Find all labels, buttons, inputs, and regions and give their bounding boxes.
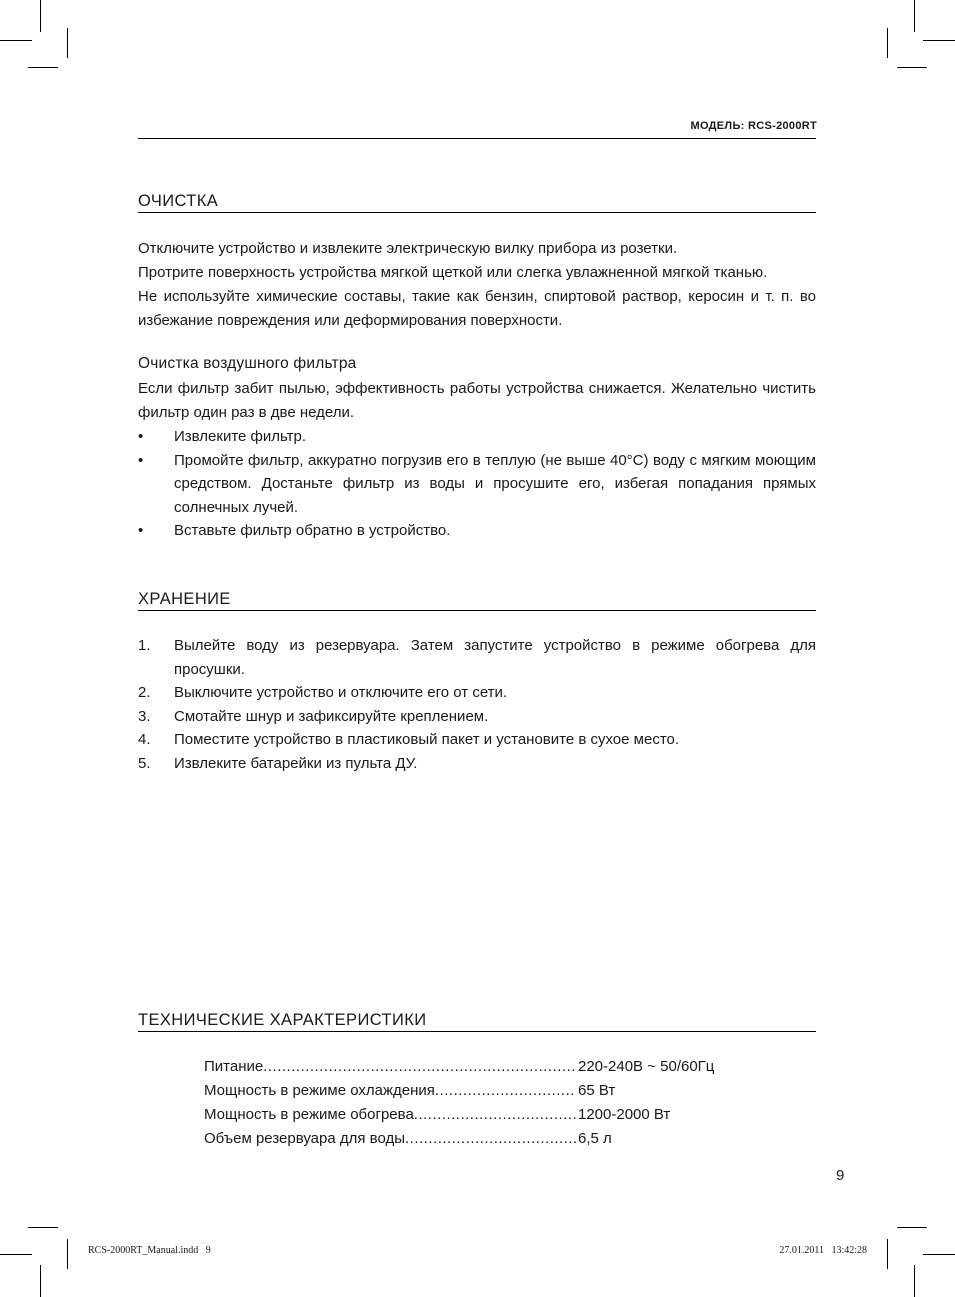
list-item: • Извлеките фильтр. bbox=[138, 425, 816, 449]
crop-mark bbox=[40, 0, 41, 32]
cleaning-paragraph: Протрите поверхность устройства мягкой щеткой или слегка увлажненной мягкой тканью. bbox=[138, 264, 768, 281]
header-rule bbox=[138, 138, 816, 139]
crop-mark bbox=[923, 1254, 955, 1255]
crop-mark bbox=[923, 40, 955, 41]
specs-table bbox=[204, 1055, 724, 1151]
list-item: 1. Вылейте воду из резервуара. Затем запустите устройство в режиме обогрева для просушки. bbox=[138, 637, 816, 678]
bullet: • bbox=[138, 522, 144, 539]
spec-row: Объем резервуара для воды ..... 6,5 л bbox=[204, 1127, 724, 1151]
spec-row: Мощность в режиме обогрева ..... 1200-2000 Вт bbox=[204, 1103, 724, 1127]
crop-mark bbox=[67, 28, 68, 58]
filter-subtitle: Очистка воздушного фильтра bbox=[138, 355, 357, 372]
bullet: • bbox=[138, 451, 144, 469]
filter-steps bbox=[138, 425, 816, 543]
crop-mark bbox=[28, 1227, 58, 1228]
bullet: • bbox=[138, 428, 144, 445]
spec-row: Питание ..... 220-240В ~ 50/60Гц bbox=[204, 1055, 724, 1079]
model-label: МОДЕЛЬ: RCS-2000RT bbox=[690, 120, 817, 132]
print-timestamp: 27.01.2011 13:42:28 bbox=[779, 1245, 867, 1256]
crop-mark bbox=[40, 1265, 41, 1297]
spec-row: Мощность в режиме охлаждения ..... 65 Вт bbox=[204, 1079, 724, 1103]
crop-mark bbox=[0, 1254, 32, 1255]
crop-mark bbox=[914, 1265, 915, 1297]
cleaning-paragraph: Не используйте химические составы, такие как бензин, спиртовой раствор, керосин и т. п. во избежание повреждения или деформирования поверхности. bbox=[138, 288, 816, 329]
crop-mark bbox=[914, 0, 915, 32]
crop-mark bbox=[897, 1227, 927, 1228]
page-number: 9 bbox=[836, 1167, 845, 1184]
section-title-storage: ХРАНЕНИЕ bbox=[138, 590, 816, 611]
crop-mark bbox=[887, 1239, 888, 1269]
file-slug: RCS-2000RT_Manual.indd 9 bbox=[88, 1245, 211, 1256]
list-item: • Вставьте фильтр обратно в устройство. bbox=[138, 519, 816, 543]
cleaning-paragraph: Отключите устройство и извлеките электрическую вилку прибора из розетки. bbox=[138, 240, 678, 257]
crop-mark bbox=[0, 40, 32, 41]
list-item: 2. Выключите устройство и отключите его от сети. bbox=[138, 684, 508, 701]
list-item: 5. Извлеките батарейки из пульта ДУ. bbox=[138, 754, 418, 772]
crop-mark bbox=[28, 67, 58, 68]
section-title-specs: ТЕХНИЧЕСКИЕ ХАРАКТЕРИСТИКИ bbox=[138, 1011, 816, 1032]
section-title-cleaning: ОЧИСТКА bbox=[138, 192, 816, 213]
crop-mark bbox=[887, 28, 888, 58]
crop-mark bbox=[897, 67, 927, 68]
list-item: 4. Поместите устройство в пластиковый пакет и установите в сухое место. bbox=[138, 731, 680, 748]
list-item: 3. Смотайте шнур и зафиксируйте креплением. bbox=[138, 707, 489, 725]
filter-intro: Если фильтр забит пылью, эффективность работы устройства снижается. Желательно чистить фильтр один раз в две недели. bbox=[138, 380, 816, 421]
cleaning-paragraphs bbox=[138, 237, 816, 333]
storage-steps bbox=[138, 634, 816, 775]
crop-mark bbox=[67, 1239, 68, 1269]
list-item: • Промойте фильтр, аккуратно погрузив его в теплую (не выше 40°С) воду с мягким моющим средством. Достаньте фильтр из воды и просушите его, избегая попадания прямых солнечных лучей. bbox=[138, 449, 816, 520]
